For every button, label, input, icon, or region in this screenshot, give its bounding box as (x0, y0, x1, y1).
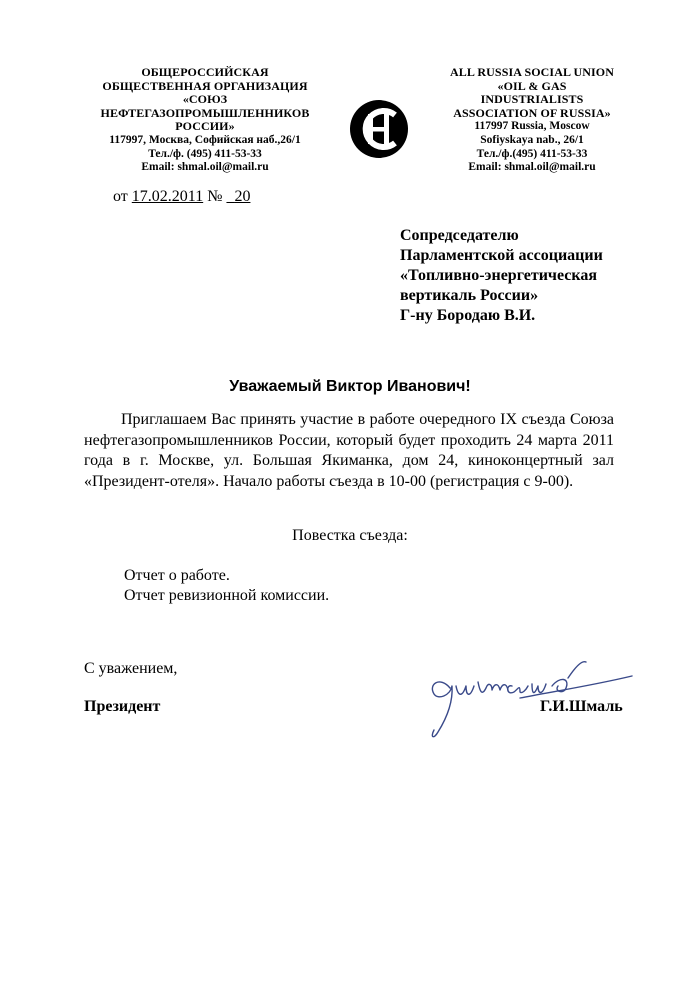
letterhead-right (412, 66, 652, 175)
body-text: Приглашаем Вас принять участие в работе очередного IX съезда Союза нефтегазопромышленников России, который будет проходить 24 марта 2011 года в г. Москве, ул. Большая Якиманка, дом 24, киноконцертный зал «Президент-отеля». Начало работы съезда в 10-00 (регистрация с 9-00). (84, 411, 614, 490)
addressee-line5: Г-ну Бородаю В.И. (400, 307, 536, 324)
addressee-line1: Сопредседателю (400, 227, 519, 244)
addressee-line2: Парламентской ассоциации (400, 247, 603, 264)
org-name-ru-line3: «СОЮЗ (182, 92, 228, 107)
org-email-en: Email: shmal.oil@mail.ru (468, 161, 596, 174)
document-dateline (113, 188, 250, 206)
agenda-list (124, 566, 329, 606)
org-name-en-line1: ALL RUSSIA SOCIAL UNION (449, 65, 615, 79)
org-name-ru-line5: РОССИИ» (175, 119, 235, 134)
org-email-ru: Email: shmal.oil@mail.ru (141, 161, 269, 174)
org-address-en-line1: 117997 Russia, Moscow (474, 120, 590, 133)
org-phone-en: Тел./ф.(495) 411-53-33 (476, 147, 588, 160)
document-number (226, 188, 250, 205)
letterhead-left (85, 66, 325, 175)
body-paragraph (84, 410, 614, 492)
org-phone-ru: Тел./ф. (495) 411-53-33 (148, 147, 262, 160)
closing-phrase: С уважением, (84, 660, 178, 677)
org-name-ru-line2: ОБЩЕСТВЕННАЯ ОРГАНИЗАЦИЯ (102, 78, 308, 93)
org-name-en-line3: INDUSTRIALISTS (480, 92, 584, 107)
org-name-en-line2: «OIL & GAS (497, 78, 567, 93)
number-sign: № (207, 188, 223, 205)
org-address-en-line2: Sofiyskaya nab., 26/1 (480, 133, 584, 146)
org-name-ru-line4: НЕФТЕГАЗОПРОМЫШЛЕННИКОВ (100, 105, 310, 120)
addressee-block (400, 226, 660, 326)
union-emblem-icon (348, 98, 410, 160)
org-name-ru-line1: ОБЩЕРОССИЙСКАЯ (141, 65, 269, 79)
signatory-name: Г.И.Шмаль (540, 698, 623, 715)
agenda-title: Повестка съезда: (292, 527, 408, 544)
agenda-item: Отчет о работе. (124, 567, 230, 584)
addressee-line4: вертикаль России» (400, 287, 539, 304)
date-prefix: от (113, 188, 128, 205)
document-date: 17.02.2011 (131, 188, 204, 205)
signatory-title: Президент (84, 698, 161, 715)
greeting: Уважаемый Виктор Иванович! (229, 378, 471, 395)
org-name-en-line4: ASSOCIATION OF RUSSIA» (453, 105, 611, 120)
addressee-line3: «Топливно-энергетическая (400, 267, 597, 284)
document-number-value: 20 (234, 188, 251, 205)
agenda-item: Отчет ревизионной комиссии. (124, 587, 330, 604)
org-address-ru: 117997, Москва, Софийская наб.,26/1 (109, 133, 301, 146)
